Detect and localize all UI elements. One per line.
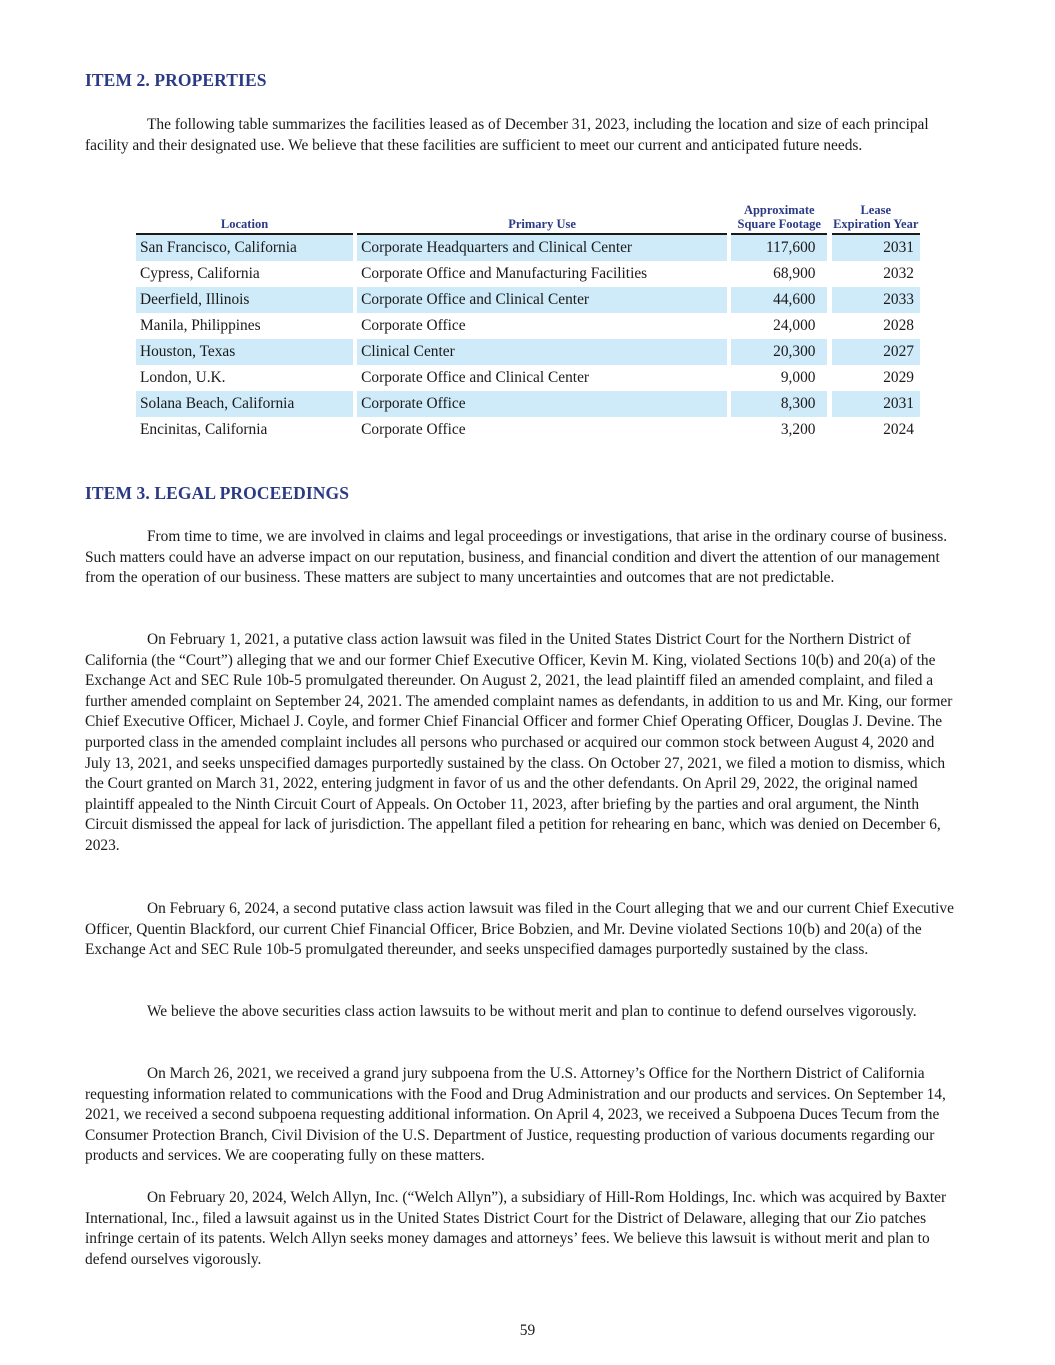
table-row bbox=[136, 287, 920, 313]
cell-location: Solana Beach, California bbox=[136, 391, 353, 417]
cell-year: 2031 bbox=[832, 235, 921, 261]
table-row bbox=[136, 391, 920, 417]
cell-footage: 117,600 bbox=[731, 235, 827, 261]
cell-primary-use: Corporate Office and Clinical Center bbox=[361, 369, 590, 387]
cell-primary-use: Corporate Office bbox=[357, 391, 727, 417]
cell-location: London, U.K. bbox=[140, 369, 226, 387]
cell-location: San Francisco, California bbox=[136, 235, 353, 261]
cell-year: 2033 bbox=[832, 287, 921, 313]
header-location: Location bbox=[136, 204, 353, 235]
table-row bbox=[136, 417, 920, 443]
cell-footage: 3,200 bbox=[780, 421, 816, 439]
table-header-row bbox=[136, 204, 920, 235]
table-row bbox=[136, 235, 920, 261]
cell-footage: 44,600 bbox=[731, 287, 827, 313]
legal-paragraph: From time to time, we are involved in claims and legal proceedings or investigations, that arise in the ordinary course of business. Such matters could have an adverse impact on our reputation, business, and financial condition and divert the attention of our management from the operation of our business. These matters are subject to many uncertainties and outcomes that are not predictable. bbox=[85, 528, 948, 587]
cell-primary-use: Clinical Center bbox=[357, 339, 727, 365]
cell-year: 2029 bbox=[883, 369, 914, 387]
legal-paragraph: On February 20, 2024, Welch Allyn, Inc. (“Welch Allyn”), a subsidiary of Hill-Rom Holdings, Inc. which was acquired by Baxter International, Inc., filed a lawsuit against us in the United States District Court for the District of Delaware, alleging that our Zio patches infringe certain of its patents. Welch Allyn seeks money damages and attorneys’ fees. We believe this lawsuit is without merit and plan to defend ourselves vigorously. bbox=[85, 1189, 947, 1268]
cell-footage: 9,000 bbox=[780, 369, 816, 387]
cell-footage: 20,300 bbox=[731, 339, 827, 365]
header-primary-use: Primary Use bbox=[357, 204, 727, 235]
page-number: 59 bbox=[519, 1322, 536, 1339]
legal-paragraph: On February 6, 2024, a second putative class action lawsuit was filed in the Court alleging that we and our current Chief Executive Officer, Quentin Blackford, our current Chief Financial Officer, Brice Bobzien, and Mr. Devine violated Sections 10(b) and 20(a) of the Exchange Act and SEC Rule 10b-5 promulgated thereunder, and seeks unspecified damages purportedly sustained by the class. bbox=[85, 900, 954, 959]
cell-location: Houston, Texas bbox=[136, 339, 353, 365]
cell-location: Cypress, California bbox=[140, 265, 260, 283]
table-row bbox=[136, 261, 920, 287]
cell-location: Encinitas, California bbox=[140, 421, 268, 439]
cell-year: 2032 bbox=[883, 265, 914, 283]
cell-year: 2024 bbox=[883, 421, 914, 439]
cell-year: 2028 bbox=[883, 317, 914, 335]
table-row bbox=[136, 365, 920, 391]
cell-location: Deerfield, Illinois bbox=[136, 287, 353, 313]
cell-primary-use: Corporate Headquarters and Clinical Center bbox=[357, 235, 727, 261]
cell-primary-use: Corporate Office bbox=[361, 421, 466, 439]
header-expiration-year: Lease Expiration Year bbox=[832, 204, 921, 235]
cell-primary-use: Corporate Office bbox=[361, 317, 466, 335]
legal-paragraph: On March 26, 2021, we received a grand jury subpoena from the U.S. Attorney’s Office for the Northern District of California requesting information related to communications with the Food and Drug Administration and our products and services. On September 14, 2021, we received a second subpoena requesting additional information. On April 4, 2023, we received a Subpoena Duces Tecum from the Consumer Protection Branch, Civil Division of the U.S. Department of Justice, requesting production of various documents regarding our products and services. We are cooperating fully on these matters. bbox=[85, 1065, 946, 1165]
cell-primary-use: Corporate Office and Clinical Center bbox=[357, 287, 727, 313]
cell-footage: 24,000 bbox=[773, 317, 816, 335]
properties-intro: The following table summarizes the facilities leased as of December 31, 2023, including the location and size of each principal facility and their designated use. We believe that these facilities are sufficient to meet our current and anticipated future needs. bbox=[85, 116, 929, 154]
table-row bbox=[136, 313, 920, 339]
cell-primary-use: Corporate Office and Manufacturing Facilities bbox=[361, 265, 648, 283]
header-square-footage: Approximate Square Footage bbox=[731, 204, 827, 235]
facilities-table bbox=[136, 204, 920, 443]
legal-paragraph: We believe the above securities class action lawsuits to be without merit and plan to continue to defend ourselves vigorously. bbox=[147, 1003, 917, 1020]
cell-year: 2031 bbox=[832, 391, 921, 417]
table-row bbox=[136, 339, 920, 365]
legal-heading: ITEM 3. LEGAL PROCEEDINGS bbox=[85, 483, 350, 503]
properties-heading: ITEM 2. PROPERTIES bbox=[85, 70, 267, 90]
cell-footage: 68,900 bbox=[773, 265, 816, 283]
cell-location: Manila, Philippines bbox=[140, 317, 261, 335]
legal-paragraph: On February 1, 2021, a putative class action lawsuit was filed in the United States District Court for the Northern District of California (the “Court”) alleging that we and our former Chief Executive Officer, Kevin M. King, violated Sections 10(b) and 20(a) of the Exchange Act and SEC Rule 10b-5 promulgated thereunder. On August 2, 2021, the lead plaintiff filed an amended complaint, and filed a further amended complaint on September 24, 2021. The amended complaint names as defendants, in addition to us and Mr. King, our former Chief Executive Officer, Michael J. Coyle, and former Chief Financial Officer and former Chief Operating Officer, Douglas J. Devine. The purported class in the amended complaint includes all persons who purchased or acquired our common stock between August 4, 2020 and July 13, 2021, and seeks unspecified damages purportedly sustained by the class. On October 27, 2021, we filed a motion to dismiss, which the Court granted on March 31, 2022, entering judgment in favor of us and the other defendants. On April 29, 2022, the original named plaintiff appealed to the Ninth Circuit Court of Appeals. On October 11, 2023, after briefing by the parties and oral argument, the Ninth Circuit dismissed the appeal for lack of jurisdiction. The appellant filed a petition for rehearing en banc, which was denied on December 6, 2023. bbox=[85, 631, 953, 854]
cell-year: 2027 bbox=[832, 339, 921, 365]
cell-footage: 8,300 bbox=[731, 391, 827, 417]
